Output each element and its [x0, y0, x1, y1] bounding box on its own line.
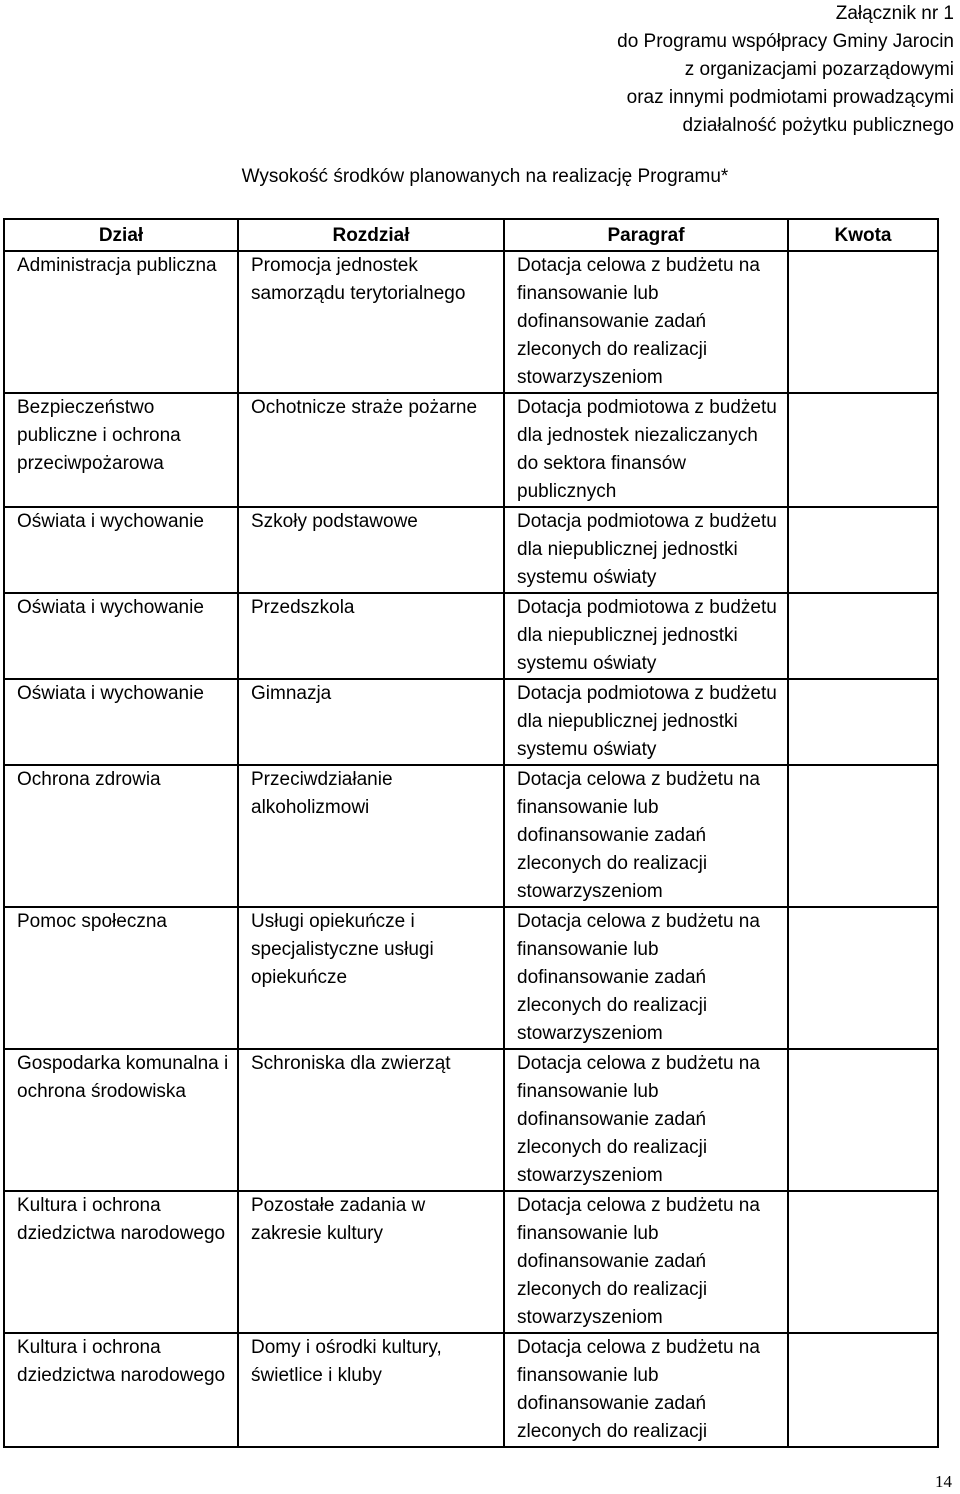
cell-kwota: [788, 507, 938, 593]
cell-paragraf: Dotacja podmiotowa z budżetu dla niepublicznej jednostki systemu oświaty: [504, 593, 788, 679]
cell-paragraf: Dotacja podmiotowa z budżetu dla jednostek niezaliczanych do sektora finansów publicznych: [504, 393, 788, 507]
cell-dzial: Ochrona zdrowia: [4, 765, 238, 907]
cell-paragraf: Dotacja celowa z budżetu na finansowanie lub dofinansowanie zadań zleconych do realizacji stowarzyszeniom: [504, 907, 788, 1049]
cell-kwota: [788, 1191, 938, 1333]
header-paragraf: Paragraf: [504, 219, 788, 251]
cell-rozdzial: Pozostałe zadania w zakresie kultury: [238, 1191, 504, 1333]
cell-dzial: Kultura i ochrona dziedzictwa narodowego: [4, 1191, 238, 1333]
annex-header-line: z organizacjami pozarządowymi: [684, 59, 954, 80]
document-subtitle: Wysokość środków planowanych na realizację Programu*: [241, 166, 729, 187]
table-row: [4, 1191, 938, 1333]
table-row: [4, 765, 938, 907]
cell-kwota: [788, 251, 938, 393]
cell-rozdzial: Domy i ośrodki kultury, świetlice i kluby: [238, 1333, 504, 1447]
cell-dzial: Kultura i ochrona dziedzictwa narodowego: [4, 1333, 238, 1447]
table-row: [4, 1049, 938, 1191]
cell-dzial: Administracja publiczna: [4, 251, 238, 393]
cell-dzial: Oświata i wychowanie: [4, 593, 238, 679]
annex-header: [617, 0, 954, 140]
cell-paragraf: Dotacja celowa z budżetu na finansowanie lub dofinansowanie zadań zleconych do realizacji: [504, 1333, 788, 1447]
annex-header-line: oraz innymi podmiotami prowadzącymi: [626, 87, 954, 108]
table-row: [4, 907, 938, 1049]
cell-rozdzial: Przedszkola: [238, 593, 504, 679]
cell-kwota: [788, 393, 938, 507]
cell-paragraf: Dotacja celowa z budżetu na finansowanie lub dofinansowanie zadań zleconych do realizacji stowarzyszeniom: [504, 1191, 788, 1333]
header-kwota: Kwota: [788, 219, 938, 251]
annex-header-line: działalność pożytku publicznego: [682, 115, 954, 136]
cell-kwota: [788, 907, 938, 1049]
cell-paragraf: Dotacja celowa z budżetu na finansowanie lub dofinansowanie zadań zleconych do realizacji stowarzyszeniom: [504, 1049, 788, 1191]
table-row: [4, 507, 938, 593]
table-row: [4, 1333, 938, 1447]
cell-dzial: Bezpieczeństwo publiczne i ochrona przeciwpożarowa: [4, 393, 238, 507]
cell-paragraf: Dotacja podmiotowa z budżetu dla niepublicznej jednostki systemu oświaty: [504, 507, 788, 593]
annex-header-line: Załącznik nr 1: [835, 3, 954, 24]
funding-table: [3, 218, 939, 1448]
cell-kwota: [788, 1049, 938, 1191]
cell-paragraf: Dotacja celowa z budżetu na finansowanie lub dofinansowanie zadań zleconych do realizacji stowarzyszeniom: [504, 765, 788, 907]
header-rozdzial: Rozdział: [238, 219, 504, 251]
cell-kwota: [788, 1333, 938, 1447]
cell-kwota: [788, 765, 938, 907]
header-dzial: Dział: [4, 219, 238, 251]
cell-rozdzial: Ochotnicze straże pożarne: [238, 393, 504, 507]
cell-dzial: Pomoc społeczna: [4, 907, 238, 1049]
cell-dzial: Gospodarka komunalna i ochrona środowiska: [4, 1049, 238, 1191]
table-row: [4, 251, 938, 393]
cell-kwota: [788, 679, 938, 765]
table-row: [4, 393, 938, 507]
cell-rozdzial: Promocja jednostek samorządu terytorialnego: [238, 251, 504, 393]
cell-rozdzial: Usługi opiekuńcze i specjalistyczne usługi opiekuńcze: [238, 907, 504, 1049]
cell-kwota: [788, 593, 938, 679]
table-row: [4, 593, 938, 679]
table-header-row: [4, 219, 938, 251]
cell-dzial: Oświata i wychowanie: [4, 679, 238, 765]
cell-dzial: Oświata i wychowanie: [4, 507, 238, 593]
cell-paragraf: Dotacja celowa z budżetu na finansowanie lub dofinansowanie zadań zleconych do realizacji stowarzyszeniom: [504, 251, 788, 393]
cell-paragraf: Dotacja podmiotowa z budżetu dla niepublicznej jednostki systemu oświaty: [504, 679, 788, 765]
cell-rozdzial: Szkoły podstawowe: [238, 507, 504, 593]
table-row: [4, 679, 938, 765]
page-number: 14: [935, 1472, 952, 1491]
cell-rozdzial: Przeciwdziałanie alkoholizmowi: [238, 765, 504, 907]
annex-header-line: do Programu współpracy Gminy Jarocin: [617, 31, 954, 52]
cell-rozdzial: Gimnazja: [238, 679, 504, 765]
cell-rozdzial: Schroniska dla zwierząt: [238, 1049, 504, 1191]
